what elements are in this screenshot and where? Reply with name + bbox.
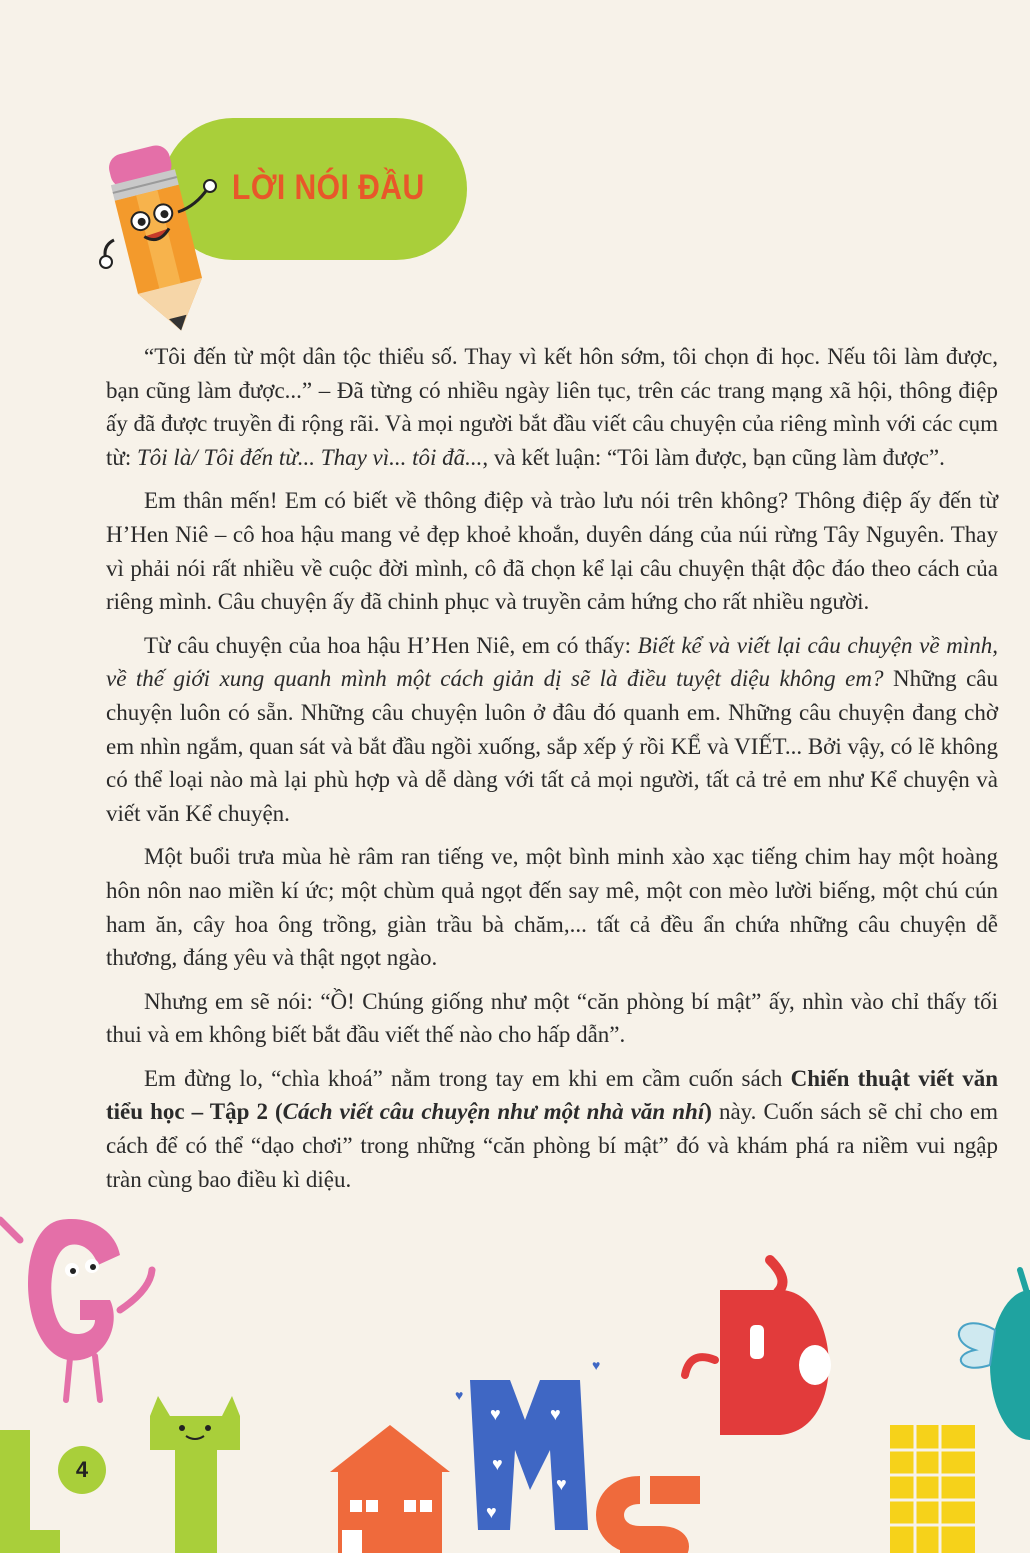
text-segment: này. Cuốn sách sẽ chỉ cho em cách để có thể “dạo chơi” trong những “căn phòng bí mật” đó và khám phá ra niềm vui ngập tràn cùng bao điều kì diệu. [106, 1099, 998, 1192]
svg-text:♥: ♥ [492, 1454, 503, 1474]
page-title: LỜI NÓI ĐẦU [232, 168, 425, 207]
text-segment: Cách viết câu chuyện như một nhà văn nhí [282, 1099, 705, 1125]
decorative-letters-illustration [0, 1200, 1030, 1553]
svg-text:♥: ♥ [455, 1389, 464, 1404]
letter-t-character [150, 1396, 240, 1553]
svg-text:♥: ♥ [486, 1502, 497, 1522]
letter-d-character [685, 1260, 831, 1435]
text-segment: Biết kể và viết lại câu chuyện về mình, về thế giới xung quanh mình một cách giản dị sẽ là điều tuyệt diệu không em? [106, 632, 998, 692]
text-segment: Từ câu chuyện của hoa hậu H’Hen Niê, em có thấy: [144, 632, 638, 658]
paragraph [106, 629, 998, 831]
svg-text:♥: ♥ [550, 1404, 561, 1424]
text-segment: Nhưng em sẽ nói: “Ồ! Chúng giống như một “căn phòng bí mật” ấy, nhìn vào chỉ thấy tối thui và em không biết bắt đầu viết thế nào cho hấp dẫn”. [106, 988, 998, 1048]
paragraph [106, 1062, 998, 1196]
paragraph [106, 484, 998, 618]
page-number-badge: 4 [58, 1446, 106, 1494]
text-segment: ( [267, 1099, 283, 1125]
text-segment: Những câu chuyện luôn có sẵn. Những câu chuyện luôn ở đâu đó quanh em. Những câu chuyện đang chờ em nhìn ngắm, quan sát và bắt đầu ngồi xuống, sắp xếp ý rồi KỂ và VIẾT... Bởi vậy, có lẽ không có thể loại nào mà lại phù hợp và dễ dàng với tất cả mọi người, tất cả trẻ em như Kể chuyện và viết văn Kể chuyện. [106, 666, 998, 826]
letter-l-character [0, 1430, 60, 1553]
text-segment: Em thân mến! Em có biết về thông điệp và trào lưu nói trên không? Thông điệp ấy đến từ H’Hen Niê – cô hoa hậu mang vẻ đẹp khoẻ khoắn, duyên dáng của núi rừng Tây Nguyên. Thay vì phải nói rất nhiều về cuộc đời mình, cô đã chọn kể lại câu chuyện thật độc đáo theo cách của riêng mình. Câu chuyện ấy đã chinh phục và truyền cảm hứng cho rất nhiều người. [106, 488, 998, 615]
letter-s-character [610, 1490, 700, 1553]
paragraph [106, 985, 998, 1052]
letter-m-character [455, 1359, 600, 1530]
svg-text:♥: ♥ [490, 1404, 501, 1424]
preface-body [106, 340, 998, 1206]
letter-e-character [890, 1425, 975, 1553]
paragraph [106, 340, 998, 474]
text-segment: Chiến thuật viết văn tiểu học – Tập 2 [106, 1065, 998, 1125]
pencil-mascot-icon [96, 136, 226, 332]
text-segment: Em đừng lo, “chìa khoá” nằm trong tay em khi em cầm cuốn sách [144, 1065, 791, 1091]
text-segment: Tôi là/ Tôi đến từ... Thay vì... tôi đã... [137, 444, 483, 470]
text-segment: Một buổi trưa mùa hè râm ran tiếng ve, một bình minh xào xạc tiếng chim hay một hoàng hôn nôn nao miền kí ức; một chùm quả ngọt đến say mê, một con mèo lười biếng, một chú cún ham ăn, cây hoa ông trồng, giàn trầu bà chăm,... tất cả đều ẩn chứa những câu chuyện dễ thương, đáng yêu và thật ngọt ngào. [106, 844, 998, 971]
svg-text:♥: ♥ [556, 1474, 567, 1494]
text-segment: ) [704, 1099, 712, 1125]
letter-g-character [0, 1219, 152, 1400]
text-segment: , và kết luận: “Tôi làm được, bạn cũng làm được”. [482, 444, 945, 470]
svg-text:♥: ♥ [592, 1359, 601, 1374]
paragraph [106, 840, 998, 974]
letter-o-character [959, 1270, 1030, 1440]
letter-h-house [330, 1425, 450, 1553]
text-segment: “Tôi đến từ một dân tộc thiểu số. Thay vì kết hôn sớm, tôi chọn đi học. Nếu tôi làm được, bạn cũng làm được...” – Đã từng có nhiều ngày liên tục, trên các trang mạng xã hội, thông điệp ấy đã được truyền đi rộng rãi. Và mọi người bắt đầu viết câu chuyện của riêng mình với các cụm từ: [106, 344, 998, 470]
